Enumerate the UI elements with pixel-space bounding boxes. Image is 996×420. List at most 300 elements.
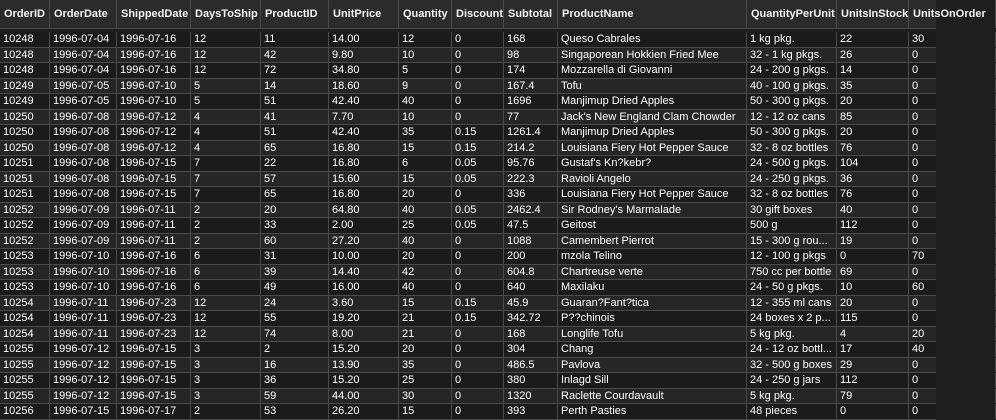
table-cell[interactable]: 12 - 100 g pkgs <box>747 249 837 264</box>
table-cell[interactable]: 9 <box>399 79 452 94</box>
table-cell[interactable]: 42 <box>399 265 452 280</box>
table-cell[interactable]: 0.15 <box>452 125 504 140</box>
table-cell[interactable]: 5 <box>191 94 261 109</box>
table-cell[interactable]: 7 <box>191 156 261 171</box>
table-cell[interactable]: 6 <box>191 265 261 280</box>
table-cell[interactable]: 0 <box>909 172 996 187</box>
table-cell[interactable]: 10254 <box>0 296 50 311</box>
table-cell[interactable]: 3.60 <box>329 296 399 311</box>
table-cell[interactable]: 10250 <box>0 125 50 140</box>
table-cell[interactable]: 15 <box>399 141 452 156</box>
table-cell[interactable]: 16.80 <box>329 187 399 202</box>
table-cell[interactable]: 31 <box>261 249 329 264</box>
table-cell[interactable]: 29 <box>837 358 909 373</box>
table-cell[interactable]: Sir Rodney's Marmalade <box>558 203 747 218</box>
table-cell[interactable]: 1996-07-04 <box>50 63 117 78</box>
table-cell[interactable]: 1996-07-17 <box>117 404 191 419</box>
table-cell[interactable]: 26 <box>837 48 909 63</box>
table-cell[interactable]: 60 <box>909 280 996 295</box>
table-cell[interactable]: 45.9 <box>504 296 558 311</box>
table-cell[interactable]: 0 <box>452 327 504 342</box>
table-cell[interactable]: 1996-07-15 <box>117 187 191 202</box>
table-cell[interactable]: 0.15 <box>452 296 504 311</box>
table-cell[interactable]: 0 <box>452 110 504 125</box>
table-cell[interactable]: 22 <box>837 32 909 47</box>
table-cell[interactable]: 10253 <box>0 280 50 295</box>
table-cell[interactable]: 51 <box>261 125 329 140</box>
table-cell[interactable]: Inlagd Sill <box>558 373 747 388</box>
table-cell[interactable]: 42.40 <box>329 94 399 109</box>
table-cell[interactable]: 44.00 <box>329 389 399 404</box>
table-cell[interactable]: 0 <box>909 187 996 202</box>
table-cell[interactable]: 36 <box>261 373 329 388</box>
table-cell[interactable]: 24 - 50 g pkgs. <box>747 280 837 295</box>
table-cell[interactable]: 2 <box>191 203 261 218</box>
table-cell[interactable]: 0 <box>452 48 504 63</box>
table-cell[interactable]: 33 <box>261 218 329 233</box>
table-cell[interactable]: Gustaf's Kn?kebr? <box>558 156 747 171</box>
table-cell[interactable]: 21 <box>399 327 452 342</box>
table-cell[interactable]: 11 <box>261 32 329 47</box>
table-cell[interactable]: 3 <box>191 389 261 404</box>
table-cell[interactable]: 15.20 <box>329 373 399 388</box>
table-cell[interactable]: 0.05 <box>452 172 504 187</box>
table-cell[interactable]: 500 g <box>747 218 837 233</box>
table-cell[interactable]: 750 cc per bottle <box>747 265 837 280</box>
column-header[interactable]: QuantityPerUnit <box>747 0 837 28</box>
table-cell[interactable]: 14.40 <box>329 265 399 280</box>
table-cell[interactable]: 1996-07-08 <box>50 125 117 140</box>
column-header[interactable]: UnitPrice <box>329 0 399 28</box>
column-header[interactable]: DaysToShip <box>191 0 261 28</box>
table-cell[interactable]: 0 <box>909 203 996 218</box>
table-cell[interactable]: 1996-07-12 <box>50 358 117 373</box>
table-cell[interactable]: 10255 <box>0 358 50 373</box>
table-cell[interactable]: 10255 <box>0 373 50 388</box>
table-cell[interactable]: Louisiana Fiery Hot Pepper Sauce <box>558 187 747 202</box>
table-cell[interactable]: 104 <box>837 156 909 171</box>
table-cell[interactable]: 1996-07-16 <box>117 280 191 295</box>
table-cell[interactable]: 1996-07-11 <box>117 203 191 218</box>
table-cell[interactable]: 20 <box>837 125 909 140</box>
table-cell[interactable]: 0 <box>909 234 996 249</box>
table-cell[interactable]: Guaran?Fant?tica <box>558 296 747 311</box>
table-cell[interactable]: 19 <box>837 234 909 249</box>
table-cell[interactable]: 24 boxes x 2 p... <box>747 311 837 326</box>
table-cell[interactable]: 40 <box>399 203 452 218</box>
table-cell[interactable]: 1996-07-05 <box>50 79 117 94</box>
table-cell[interactable]: 1996-07-11 <box>50 296 117 311</box>
table-cell[interactable]: 1996-07-09 <box>50 203 117 218</box>
table-cell[interactable]: 3 <box>191 358 261 373</box>
table-cell[interactable]: 5 kg pkg. <box>747 389 837 404</box>
table-cell[interactable]: 0 <box>452 234 504 249</box>
table-row[interactable] <box>0 327 936 343</box>
table-cell[interactable]: 69 <box>837 265 909 280</box>
table-cell[interactable]: 55 <box>261 311 329 326</box>
table-cell[interactable]: 15 <box>399 404 452 419</box>
table-cell[interactable]: 15.60 <box>329 172 399 187</box>
table-cell[interactable]: 1996-07-16 <box>117 265 191 280</box>
table-cell[interactable]: 1996-07-08 <box>50 110 117 125</box>
table-cell[interactable]: 304 <box>504 342 558 357</box>
table-cell[interactable]: 10251 <box>0 187 50 202</box>
table-cell[interactable]: 30 gift boxes <box>747 203 837 218</box>
table-cell[interactable]: 486.5 <box>504 358 558 373</box>
table-cell[interactable]: Pavlova <box>558 358 747 373</box>
table-cell[interactable]: 0.05 <box>452 203 504 218</box>
table-row[interactable] <box>0 249 936 265</box>
table-cell[interactable]: 20 <box>837 296 909 311</box>
table-cell[interactable]: 65 <box>261 141 329 156</box>
table-cell[interactable]: 1996-07-05 <box>50 94 117 109</box>
column-header[interactable]: Quantity <box>399 0 452 28</box>
table-row[interactable] <box>0 156 936 172</box>
table-row[interactable] <box>0 172 936 188</box>
table-cell[interactable]: 85 <box>837 110 909 125</box>
table-cell[interactable]: 3 <box>191 373 261 388</box>
table-cell[interactable]: Louisiana Fiery Hot Pepper Sauce <box>558 141 747 156</box>
table-cell[interactable]: 1996-07-10 <box>50 280 117 295</box>
table-cell[interactable]: 95.76 <box>504 156 558 171</box>
table-cell[interactable]: Perth Pasties <box>558 404 747 419</box>
table-cell[interactable]: 0 <box>909 311 996 326</box>
table-cell[interactable]: 30 <box>909 32 996 47</box>
table-cell[interactable]: 1996-07-16 <box>117 48 191 63</box>
table-row[interactable] <box>0 280 936 296</box>
table-cell[interactable]: Longlife Tofu <box>558 327 747 342</box>
table-cell[interactable]: 1 kg pkg. <box>747 32 837 47</box>
table-cell[interactable]: 1996-07-04 <box>50 32 117 47</box>
table-cell[interactable]: 342.72 <box>504 311 558 326</box>
table-cell[interactable]: 76 <box>837 187 909 202</box>
table-cell[interactable]: Manjimup Dried Apples <box>558 125 747 140</box>
table-cell[interactable]: 0 <box>452 94 504 109</box>
table-cell[interactable]: 10252 <box>0 218 50 233</box>
table-row[interactable] <box>0 48 936 64</box>
table-row[interactable] <box>0 296 936 312</box>
table-cell[interactable]: 21 <box>399 311 452 326</box>
table-cell[interactable]: 6 <box>191 280 261 295</box>
table-cell[interactable]: 1996-07-15 <box>117 373 191 388</box>
table-cell[interactable]: 0 <box>452 342 504 357</box>
table-row[interactable] <box>0 32 936 48</box>
table-row[interactable] <box>0 311 936 327</box>
table-cell[interactable]: 10253 <box>0 249 50 264</box>
table-cell[interactable]: 1088 <box>504 234 558 249</box>
table-cell[interactable]: 32 - 1 kg pkgs. <box>747 48 837 63</box>
table-cell[interactable]: 16.00 <box>329 280 399 295</box>
table-cell[interactable]: 53 <box>261 404 329 419</box>
table-cell[interactable]: 1996-07-09 <box>50 234 117 249</box>
table-cell[interactable]: 1996-07-23 <box>117 311 191 326</box>
column-header[interactable]: OrderDate <box>50 0 117 28</box>
table-cell[interactable]: 10252 <box>0 203 50 218</box>
table-cell[interactable]: 168 <box>504 327 558 342</box>
table-cell[interactable]: 10254 <box>0 327 50 342</box>
table-cell[interactable]: Ravioli Angelo <box>558 172 747 187</box>
table-cell[interactable]: 1996-07-11 <box>117 234 191 249</box>
table-cell[interactable]: 20 <box>837 94 909 109</box>
column-header[interactable]: UnitsOnOrder <box>909 0 996 28</box>
table-cell[interactable]: 1996-07-15 <box>117 172 191 187</box>
table-cell[interactable]: 2 <box>191 234 261 249</box>
table-cell[interactable]: 59 <box>261 389 329 404</box>
table-cell[interactable]: Chartreuse verte <box>558 265 747 280</box>
table-cell[interactable]: 12 <box>191 48 261 63</box>
table-cell[interactable]: 1320 <box>504 389 558 404</box>
table-cell[interactable]: 0 <box>909 125 996 140</box>
table-cell[interactable]: 51 <box>261 94 329 109</box>
table-cell[interactable]: 1996-07-04 <box>50 48 117 63</box>
table-cell[interactable]: 26.20 <box>329 404 399 419</box>
table-cell[interactable]: 35 <box>399 125 452 140</box>
table-cell[interactable]: 1996-07-16 <box>117 32 191 47</box>
table-row[interactable] <box>0 125 936 141</box>
table-cell[interactable]: Queso Cabrales <box>558 32 747 47</box>
table-cell[interactable]: Raclette Courdavault <box>558 389 747 404</box>
table-row[interactable] <box>0 358 936 374</box>
table-cell[interactable]: 0 <box>452 404 504 419</box>
table-cell[interactable]: 41 <box>261 110 329 125</box>
table-cell[interactable]: 1996-07-15 <box>117 342 191 357</box>
table-cell[interactable]: 10 <box>399 48 452 63</box>
table-cell[interactable]: 0 <box>452 249 504 264</box>
table-cell[interactable]: 10 <box>837 280 909 295</box>
table-cell[interactable]: 32 - 8 oz bottles <box>747 141 837 156</box>
table-cell[interactable]: 7.70 <box>329 110 399 125</box>
table-cell[interactable]: 0 <box>909 63 996 78</box>
table-cell[interactable]: 200 <box>504 249 558 264</box>
table-cell[interactable]: 1996-07-16 <box>117 63 191 78</box>
table-cell[interactable]: 604.8 <box>504 265 558 280</box>
table-cell[interactable]: 222.3 <box>504 172 558 187</box>
table-cell[interactable]: Chang <box>558 342 747 357</box>
column-header[interactable]: ShippedDate <box>117 0 191 28</box>
table-cell[interactable]: 24 - 250 g jars <box>747 373 837 388</box>
table-cell[interactable]: 1996-07-08 <box>50 187 117 202</box>
table-cell[interactable]: 4 <box>191 141 261 156</box>
table-cell[interactable]: 16 <box>261 358 329 373</box>
table-cell[interactable]: 0 <box>909 156 996 171</box>
table-cell[interactable]: 0 <box>909 265 996 280</box>
table-cell[interactable]: 0.15 <box>452 311 504 326</box>
table-cell[interactable]: 12 - 355 ml cans <box>747 296 837 311</box>
table-cell[interactable]: 0 <box>452 280 504 295</box>
table-cell[interactable]: 10248 <box>0 32 50 47</box>
table-cell[interactable]: 0 <box>909 373 996 388</box>
table-cell[interactable]: 10249 <box>0 79 50 94</box>
table-cell[interactable]: 24 - 200 g pkgs. <box>747 63 837 78</box>
table-cell[interactable]: Tofu <box>558 79 747 94</box>
table-cell[interactable]: 0 <box>909 218 996 233</box>
table-cell[interactable]: 2 <box>191 404 261 419</box>
table-row[interactable] <box>0 63 936 79</box>
table-row[interactable] <box>0 94 936 110</box>
table-cell[interactable]: 10248 <box>0 48 50 63</box>
column-header[interactable]: Discount <box>452 0 504 28</box>
table-cell[interactable]: 0 <box>909 404 996 419</box>
table-cell[interactable]: 24 - 500 g pkgs. <box>747 156 837 171</box>
table-cell[interactable]: 0.05 <box>452 218 504 233</box>
table-cell[interactable]: Camembert Pierrot <box>558 234 747 249</box>
table-cell[interactable]: 0 <box>452 373 504 388</box>
table-row[interactable] <box>0 110 936 126</box>
table-cell[interactable]: 5 <box>399 63 452 78</box>
table-cell[interactable]: 79 <box>837 389 909 404</box>
table-cell[interactable]: Manjimup Dried Apples <box>558 94 747 109</box>
table-cell[interactable]: 32 - 500 g boxes <box>747 358 837 373</box>
table-cell[interactable]: 40 - 100 g pkgs. <box>747 79 837 94</box>
table-cell[interactable]: 2 <box>261 342 329 357</box>
table-cell[interactable]: 16.80 <box>329 156 399 171</box>
table-cell[interactable]: 25 <box>399 218 452 233</box>
table-cell[interactable]: 1996-07-15 <box>117 389 191 404</box>
table-cell[interactable]: mzola Telino <box>558 249 747 264</box>
table-cell[interactable]: 1996-07-08 <box>50 141 117 156</box>
table-cell[interactable]: 20 <box>399 342 452 357</box>
table-cell[interactable]: 1996-07-15 <box>117 156 191 171</box>
table-cell[interactable]: 0 <box>909 389 996 404</box>
table-cell[interactable]: 42.40 <box>329 125 399 140</box>
table-cell[interactable]: 10253 <box>0 265 50 280</box>
table-cell[interactable]: 50 - 300 g pkgs. <box>747 125 837 140</box>
table-cell[interactable]: 24 - 250 g pkgs. <box>747 172 837 187</box>
table-cell[interactable]: 20 <box>399 249 452 264</box>
table-cell[interactable]: 1996-07-23 <box>117 327 191 342</box>
table-cell[interactable]: 20 <box>909 327 996 342</box>
table-cell[interactable]: 30 <box>399 389 452 404</box>
table-cell[interactable]: 10 <box>399 110 452 125</box>
table-cell[interactable]: 4 <box>837 327 909 342</box>
table-cell[interactable]: 336 <box>504 187 558 202</box>
table-cell[interactable]: 1996-07-12 <box>50 373 117 388</box>
table-cell[interactable]: 1996-07-11 <box>50 311 117 326</box>
column-header[interactable]: ProductID <box>261 0 329 28</box>
column-header[interactable]: OrderID <box>0 0 50 28</box>
table-cell[interactable]: 25 <box>399 373 452 388</box>
table-cell[interactable]: 1996-07-23 <box>117 296 191 311</box>
table-cell[interactable]: 10250 <box>0 110 50 125</box>
table-cell[interactable]: 10256 <box>0 404 50 419</box>
table-cell[interactable]: 0 <box>909 358 996 373</box>
table-cell[interactable]: 393 <box>504 404 558 419</box>
table-cell[interactable]: 0 <box>452 63 504 78</box>
table-cell[interactable]: 7 <box>191 172 261 187</box>
table-cell[interactable]: 20 <box>399 187 452 202</box>
table-cell[interactable]: 1996-07-12 <box>50 342 117 357</box>
table-cell[interactable]: 0 <box>452 32 504 47</box>
table-cell[interactable]: 1996-07-08 <box>50 172 117 187</box>
table-cell[interactable]: 1996-07-12 <box>117 110 191 125</box>
table-cell[interactable]: 15 - 300 g rou... <box>747 234 837 249</box>
table-cell[interactable]: 22 <box>261 156 329 171</box>
table-cell[interactable]: 12 <box>191 296 261 311</box>
table-cell[interactable]: 40 <box>909 342 996 357</box>
table-cell[interactable]: 34.80 <box>329 63 399 78</box>
table-cell[interactable]: 0 <box>452 358 504 373</box>
table-cell[interactable]: 20 <box>261 203 329 218</box>
table-cell[interactable]: 19.20 <box>329 311 399 326</box>
table-cell[interactable]: 1696 <box>504 94 558 109</box>
table-cell[interactable]: 0.05 <box>452 156 504 171</box>
table-cell[interactable]: 0 <box>452 187 504 202</box>
table-cell[interactable]: 12 <box>191 32 261 47</box>
table-cell[interactable]: 0 <box>909 141 996 156</box>
table-row[interactable] <box>0 79 936 95</box>
table-row[interactable] <box>0 404 936 420</box>
table-cell[interactable]: 42 <box>261 48 329 63</box>
table-cell[interactable]: 65 <box>261 187 329 202</box>
table-cell[interactable]: 57 <box>261 172 329 187</box>
table-cell[interactable]: 12 <box>191 63 261 78</box>
table-cell[interactable]: 40 <box>399 94 452 109</box>
table-cell[interactable]: 10.00 <box>329 249 399 264</box>
table-cell[interactable]: 115 <box>837 311 909 326</box>
table-cell[interactable]: 1996-07-11 <box>117 218 191 233</box>
table-cell[interactable]: 112 <box>837 218 909 233</box>
table-cell[interactable]: 10252 <box>0 234 50 249</box>
table-cell[interactable]: Mozzarella di Giovanni <box>558 63 747 78</box>
table-cell[interactable]: 1996-07-12 <box>50 389 117 404</box>
table-cell[interactable]: 1996-07-10 <box>50 249 117 264</box>
table-cell[interactable]: 10254 <box>0 311 50 326</box>
table-cell[interactable]: 15 <box>399 296 452 311</box>
table-cell[interactable]: 12 <box>399 32 452 47</box>
table-cell[interactable]: 1996-07-11 <box>50 327 117 342</box>
table-cell[interactable]: 50 - 300 g pkgs. <box>747 94 837 109</box>
table-cell[interactable]: 77 <box>504 110 558 125</box>
table-cell[interactable]: 15.20 <box>329 342 399 357</box>
table-cell[interactable]: 27.20 <box>329 234 399 249</box>
table-row[interactable] <box>0 373 936 389</box>
table-cell[interactable]: 4 <box>191 125 261 140</box>
table-cell[interactable]: 1261.4 <box>504 125 558 140</box>
table-cell[interactable]: 10251 <box>0 156 50 171</box>
table-cell[interactable]: 40 <box>399 280 452 295</box>
table-cell[interactable]: 6 <box>191 249 261 264</box>
table-cell[interactable]: 14.00 <box>329 32 399 47</box>
table-cell[interactable]: 14 <box>261 79 329 94</box>
table-cell[interactable]: 1996-07-10 <box>117 79 191 94</box>
table-cell[interactable]: 98 <box>504 48 558 63</box>
table-cell[interactable]: 60 <box>261 234 329 249</box>
table-cell[interactable]: 72 <box>261 63 329 78</box>
table-cell[interactable]: 380 <box>504 373 558 388</box>
table-cell[interactable]: 64.80 <box>329 203 399 218</box>
table-cell[interactable]: 2462.4 <box>504 203 558 218</box>
table-row[interactable] <box>0 234 936 250</box>
table-cell[interactable]: 35 <box>399 358 452 373</box>
table-cell[interactable]: 15 <box>399 172 452 187</box>
table-cell[interactable]: 10250 <box>0 141 50 156</box>
table-cell[interactable]: 24 - 12 oz bottl... <box>747 342 837 357</box>
table-cell[interactable]: 1996-07-09 <box>50 218 117 233</box>
table-cell[interactable]: 1996-07-12 <box>117 125 191 140</box>
table-row[interactable] <box>0 218 936 234</box>
table-cell[interactable]: P??chinois <box>558 311 747 326</box>
table-cell[interactable]: 18.60 <box>329 79 399 94</box>
column-header[interactable]: Subtotal <box>504 0 558 28</box>
table-cell[interactable]: 214.2 <box>504 141 558 156</box>
table-cell[interactable]: 1996-07-10 <box>117 94 191 109</box>
table-cell[interactable]: 49 <box>261 280 329 295</box>
table-cell[interactable]: 168 <box>504 32 558 47</box>
table-cell[interactable]: 10255 <box>0 389 50 404</box>
table-cell[interactable]: 174 <box>504 63 558 78</box>
table-row[interactable] <box>0 187 936 203</box>
table-cell[interactable]: 40 <box>837 203 909 218</box>
